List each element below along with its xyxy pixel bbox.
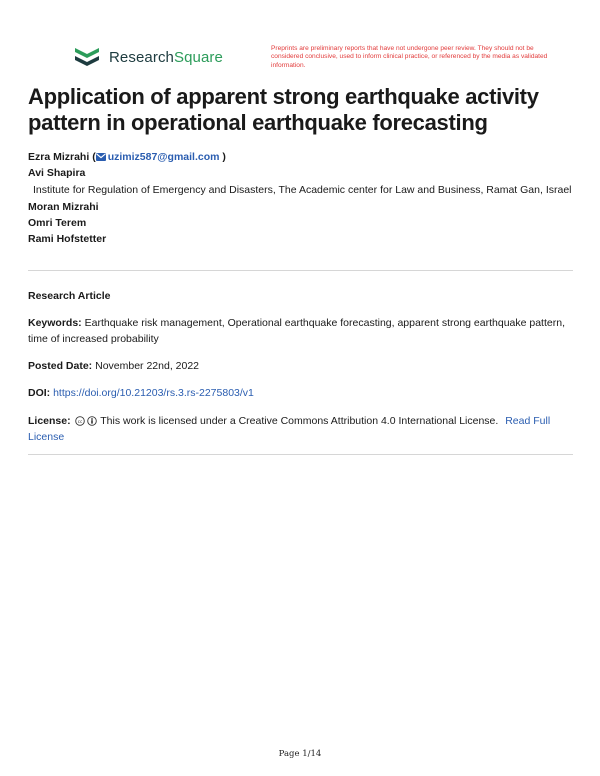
read-full-license-link[interactable]: Read Full License — [28, 415, 551, 443]
preprint-disclaimer: Preprints are preliminary reports that have not undergone peer review. They should not be considered conclusive, used to inform clinical practice, or referenced by the media as validated information. — [271, 45, 548, 69]
keywords-label: Keywords: — [28, 317, 82, 329]
envelope-icon — [96, 153, 106, 161]
email-paren-open: ( — [92, 151, 96, 163]
logo-wordmark — [109, 49, 223, 66]
keywords — [28, 315, 573, 347]
article-title: Application of apparent strong earthquake activity pattern in operational earthquake forecasting — [28, 84, 539, 135]
author-email-link[interactable]: uzimiz587@gmail.com — [107, 151, 220, 163]
author-list — [28, 149, 573, 247]
divider — [28, 270, 573, 271]
author-entry — [28, 149, 573, 165]
author-name: Omri Terem — [28, 217, 87, 229]
author-affiliation: Institute for Regulation of Emergency and Disasters, The Academic center for Law and Business, Ramat Gan, Israel — [33, 184, 572, 196]
doi-label: DOI: — [28, 387, 51, 399]
doi-link[interactable]: https://doi.org/10.21203/rs.3.rs-2275803/v1 — [53, 387, 254, 399]
author-name: Avi Shapira — [28, 167, 86, 179]
license-label: License: — [28, 415, 71, 427]
email-paren-close: ) — [219, 151, 226, 163]
keywords-value: Earthquake risk management, Operational earthquake forecasting, apparent strong earthquake pattern, time of increased probability — [28, 317, 565, 345]
posted-date-label: Posted Date: — [28, 360, 93, 372]
license — [28, 413, 573, 445]
article-type — [28, 288, 573, 304]
research-square-logo[interactable] — [73, 46, 223, 68]
research-square-logo-icon — [73, 46, 101, 68]
page-number: Page 1/14 — [278, 749, 322, 759]
divider — [28, 454, 573, 455]
svg-text:cc: cc — [77, 418, 82, 424]
article-type-label: Research Article — [28, 290, 111, 302]
logo-word-research: Research — [109, 48, 174, 66]
posted-date — [28, 358, 573, 374]
author-name: Moran Mizrahi — [28, 201, 99, 213]
license-text: This work is licensed under a Creative Commons Attribution 4.0 International License. — [100, 415, 499, 427]
logo-word-square: Square — [174, 48, 223, 66]
posted-date-value: November 22nd, 2022 — [95, 360, 200, 372]
author-name: Rami Hofstetter — [28, 233, 107, 245]
attribution-icon — [87, 416, 97, 426]
doi — [28, 385, 573, 401]
author-name: Ezra Mizrahi — [28, 151, 90, 163]
creative-commons-icon — [75, 416, 85, 426]
